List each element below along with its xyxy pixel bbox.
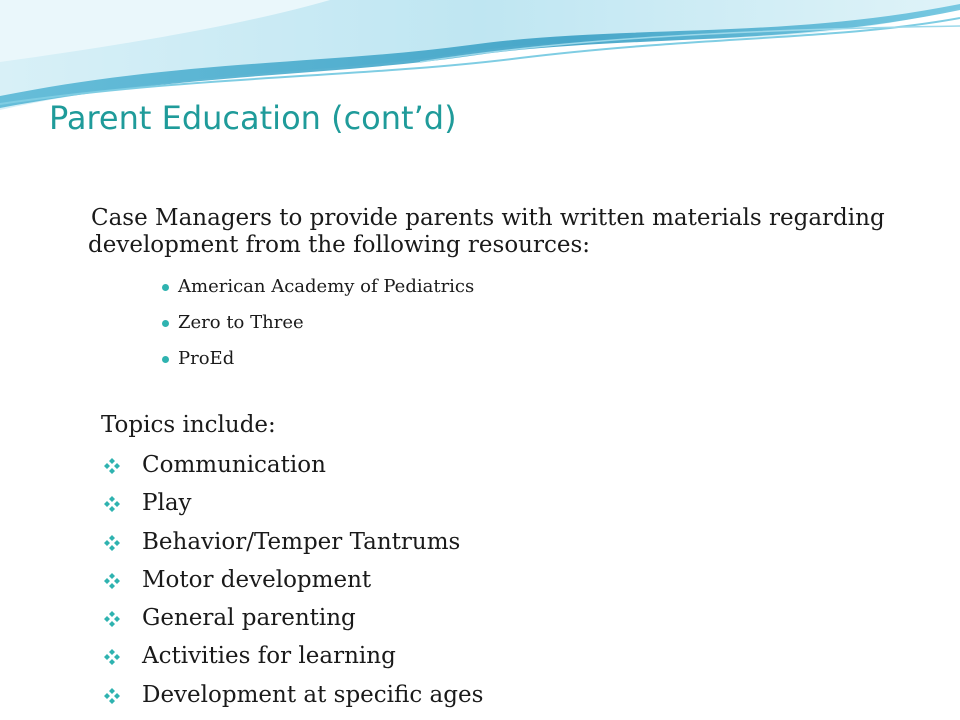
diamond-bullet-icon bbox=[104, 458, 120, 474]
topic-item bbox=[104, 676, 483, 714]
diamond-bullet-icon bbox=[104, 688, 120, 704]
topic-item-label: Play bbox=[142, 490, 192, 517]
resource-item-label: Zero to Three bbox=[178, 312, 304, 333]
diamond-bullet-icon bbox=[104, 496, 120, 512]
dot-bullet-icon bbox=[162, 320, 169, 327]
topic-item bbox=[104, 561, 483, 599]
topic-item-label: Behavior/Temper Tantrums bbox=[142, 528, 461, 555]
topic-item-label: Activities for learning bbox=[142, 643, 396, 670]
intro-paragraph: Case Managers to provide parents with written materials regarding development from the following resources: bbox=[88, 205, 885, 258]
dot-bullet-icon bbox=[162, 284, 169, 291]
topic-item-label: Motor development bbox=[142, 566, 372, 593]
topic-item-label: General parenting bbox=[142, 605, 356, 632]
diamond-bullet-icon bbox=[104, 573, 120, 589]
topic-item bbox=[104, 484, 483, 522]
topic-item bbox=[104, 523, 483, 561]
resource-item bbox=[162, 308, 474, 344]
topic-item-label: Communication bbox=[142, 452, 326, 478]
topic-item bbox=[104, 637, 483, 675]
diamond-bullet-icon bbox=[104, 611, 120, 627]
diamond-bullet-icon bbox=[104, 535, 120, 551]
dot-bullet-icon bbox=[162, 356, 169, 363]
resource-list bbox=[162, 272, 474, 380]
resource-item bbox=[162, 344, 474, 380]
resource-item-label: ProEd bbox=[178, 348, 235, 369]
resource-item-label: American Academy of Pediatrics bbox=[178, 276, 475, 297]
resource-item bbox=[162, 272, 474, 308]
topic-item-label: Development at specific ages bbox=[142, 681, 484, 708]
topic-item bbox=[104, 446, 483, 484]
topics-heading: Topics include: bbox=[101, 412, 276, 438]
topic-item bbox=[104, 599, 483, 637]
topic-list bbox=[104, 446, 483, 714]
slide-title: Parent Education (cont’d) bbox=[49, 99, 457, 137]
diamond-bullet-icon bbox=[104, 649, 120, 665]
